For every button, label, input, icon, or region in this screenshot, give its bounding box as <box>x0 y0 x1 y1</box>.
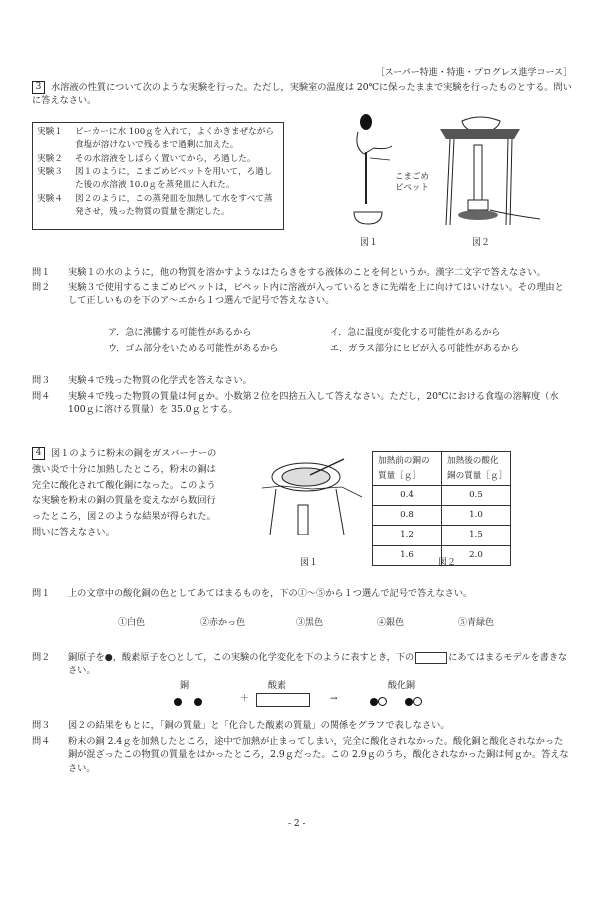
table-cell: 0.4 <box>373 486 442 506</box>
choice-i: イ．急に温度が変化する可能性があるから <box>330 328 501 338</box>
q3-question-4 <box>32 390 572 417</box>
exp-label: 実験３ <box>37 166 63 177</box>
q-label: 問１ <box>32 267 51 278</box>
q-label: 問４ <box>32 736 51 747</box>
q4-question-3 <box>32 719 572 732</box>
exp-text: 図１のように，こまごめピペットを用いて，ろ過した後の水溶液 10.0ｇを蒸発皿に入れた。 <box>75 166 273 191</box>
experiment-3 <box>37 166 279 193</box>
q-text: 実験３で使用するこまごめピペットは，ピペット内に溶液が入っているときに先端を上に向けてはいけない。その理由として正しいものを下のア～エから１つ選んで記号で答えなさい。 <box>68 282 564 307</box>
q3-question-2 <box>32 281 572 308</box>
table-cell: 0.5 <box>442 486 511 506</box>
exp-text: ビーカーに水 100ｇを入れて，よくかきまぜながら食塩が溶けないで残るまで過剰に加えた。 <box>75 127 274 151</box>
experiment-4 <box>37 193 279 220</box>
q-text: 上の文章中の酸化銅の色としてあてはまるものを，下の①～⑤から１つ選んで記号で答えなさい。 <box>68 588 473 599</box>
experiment-box <box>32 122 284 230</box>
q-label: 問２ <box>32 652 51 663</box>
pipette-label: こまごめピペット <box>395 172 430 193</box>
page-number: - 2 - <box>288 819 306 829</box>
q-text: 実験４で残った物質の化学式を答えなさい。 <box>68 375 252 386</box>
copper-atom-icon <box>370 698 378 706</box>
q-label: 問１ <box>32 588 51 599</box>
q4-question-2 <box>32 651 572 678</box>
q-label: 問３ <box>32 720 51 731</box>
q-text: 銅原子を●，酸素原子を○として，この実験の化学変化を下のように表すとき，下の <box>68 652 415 663</box>
exp-text: 図２のように，この蒸発皿を加熱して水をすべて蒸発させ，残った物質の質量を測定した。 <box>75 193 273 217</box>
q3-fig2-caption: 図２ <box>472 238 491 248</box>
q4-intro <box>32 446 224 541</box>
q4-question-1 <box>32 587 572 600</box>
plus-sign: ＋ <box>240 694 250 704</box>
choice-e: エ．ガラス部分にヒビが入る可能性があるから <box>330 344 520 354</box>
q4-fig1-caption: 図１ <box>300 558 319 568</box>
copper-atom-icon <box>174 698 182 706</box>
model-copper-label: 銅 <box>180 681 190 691</box>
q3-fig1-caption: 図１ <box>360 238 379 248</box>
table-cell: 0.8 <box>373 506 442 526</box>
q-label: 問４ <box>32 391 51 402</box>
pipette-illustration <box>350 112 430 227</box>
course-header: ［スーパー特進・特進・プログレス進学コース］ <box>375 68 572 78</box>
exp-label: 実験１ <box>37 127 63 137</box>
arrow-sign: → <box>330 694 338 704</box>
answer-blank <box>415 652 447 664</box>
table-cell: 1.0 <box>442 506 511 526</box>
q4-number: 4 <box>32 447 45 460</box>
color-choice-4: ④銀色 <box>377 618 405 628</box>
q3-intro <box>32 81 572 108</box>
copper-atom-icon <box>194 698 202 706</box>
table-cell: 1.5 <box>442 526 511 546</box>
q-label: 問３ <box>32 375 51 386</box>
table-row <box>373 526 511 546</box>
choice-a: ア．急に沸騰する可能性があるから <box>108 328 252 338</box>
color-choice-2: ②赤かっ色 <box>200 618 246 628</box>
experiment-2 <box>37 153 279 166</box>
table-header-copper: 加熱前の銅の質量［ｇ］ <box>373 452 442 486</box>
q3-question-3 <box>32 374 572 387</box>
q-text: 実験４で残った物質の質量は何ｇか。小数第２位を四捨五入して答えなさい。ただし，20℃における食塩の溶解度（水 100ｇに溶ける質量）を 35.0ｇとする。 <box>68 391 559 416</box>
oxygen-atom-icon <box>413 697 422 706</box>
q4-intro-text: 図１のように粉末の銅をガスバーナーの強い炎で十分に加熱したところ，粉末の銅は完全に酸化されて酸化銅になった。このような実験を粉末の銅の質量を変えながら数回行ったところ，図２のような結果が得られた。問いに答えなさい。 <box>32 448 217 539</box>
q-text: にあてはまるモデルを書きなさい。 <box>68 652 568 677</box>
copper-heating-illustration <box>262 455 362 535</box>
oxygen-answer-box[interactable] <box>256 693 310 707</box>
model-copper-oxide-label: 酸化銅 <box>388 681 416 691</box>
q3-intro-text: 水溶液の性質について次のような実験を行った。ただし，実験室の温度は 20℃に保ったままで実験を行ったものとする。問いに答えなさい。 <box>32 82 572 107</box>
q4-fig2-caption: 図２ <box>438 558 457 568</box>
table-row <box>373 486 511 506</box>
table-header-oxide: 加熱後の酸化銅の質量［ｇ］ <box>442 452 511 486</box>
choice-u: ウ．ゴム部分をいためる可能性があるから <box>108 344 279 354</box>
color-choice-1: ①白色 <box>118 618 146 628</box>
copper-oxide-molecules <box>370 695 422 708</box>
q-text: 実験１の水のように，他の物質を溶かすようなはたらきをする液体のことを何というか。漢字二文字で答えなさい。 <box>68 267 546 278</box>
table-row <box>373 506 511 526</box>
q-text: 図２の結果をもとに，「銅の質量」と「化合した酸素の質量」の関係をグラフで表しなさい。 <box>68 720 450 731</box>
color-choice-3: ③黒色 <box>296 618 324 628</box>
table-cell: 1.2 <box>373 526 442 546</box>
burner-illustration <box>440 115 540 230</box>
exp-label: 実験４ <box>37 193 63 204</box>
exp-text: その水溶液をしばらく置いてから，ろ過した。 <box>75 153 256 164</box>
q-label: 問２ <box>32 282 51 293</box>
q3-number: 3 <box>32 81 45 94</box>
table-cell: 2.0 <box>442 546 511 566</box>
experiment-1 <box>37 126 279 153</box>
q-text: 粉末の銅 2.4ｇを加熱したところ，途中で加熱が止まってしまい，完全に酸化されなかった。酸化銅と酸化されなかった銅が混ざったこの物質の質量をはかったところ，2.9ｇだった。この 2.9ｇのうち，酸化されなかった銅は何ｇか。答えなさい。 <box>68 736 569 774</box>
color-choice-5: ⑤青緑色 <box>458 618 495 628</box>
table-cell: 1.6 <box>373 546 442 566</box>
copper-atoms <box>174 695 202 708</box>
oxygen-atom-icon <box>378 697 387 706</box>
q3-question-1 <box>32 266 572 279</box>
copper-atom-icon <box>405 698 413 706</box>
exp-label: 実験２ <box>37 153 63 164</box>
model-oxygen-label: 酸素 <box>268 681 287 691</box>
q4-question-4 <box>32 735 572 775</box>
copper-data-table <box>372 451 511 566</box>
